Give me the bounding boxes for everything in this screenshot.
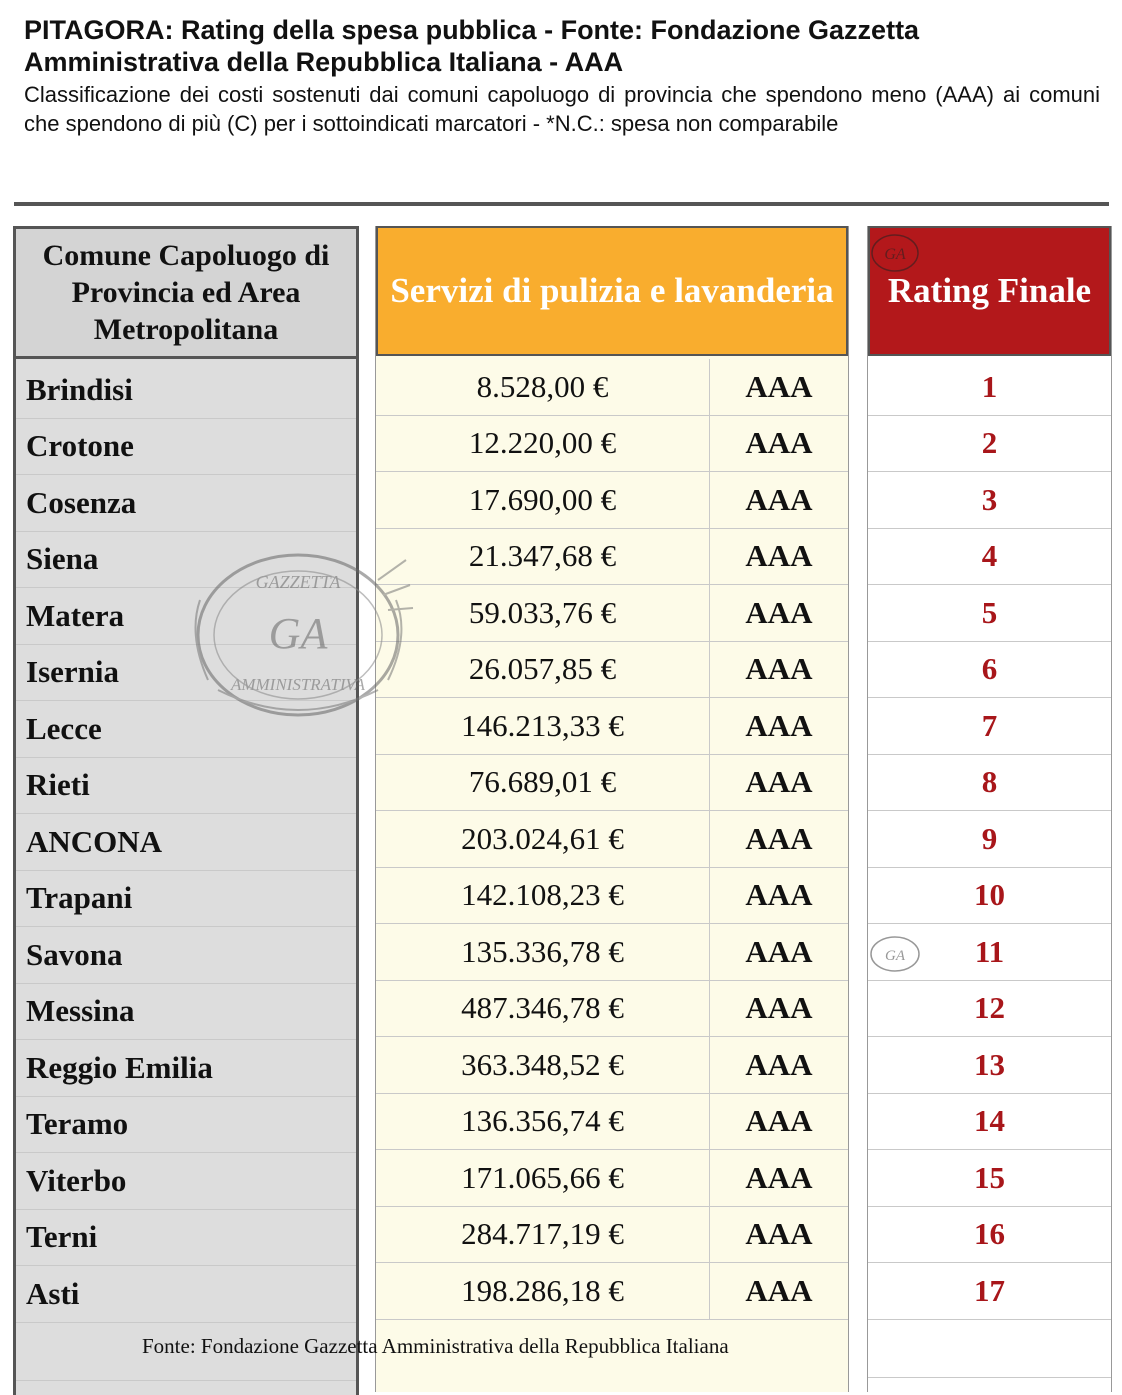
spesa-cell: 284.717,19 € (376, 1207, 710, 1263)
spesa-cell: 8.528,00 € (376, 359, 710, 415)
comune-cell: Rieti (16, 758, 356, 815)
comune-cell: Brindisi (16, 362, 356, 419)
rating-cell: 3 (868, 472, 1111, 529)
comune-cell: Siena (16, 532, 356, 589)
classe-cell: AAA (745, 707, 813, 743)
classe-cell: AAA (745, 538, 813, 574)
servizi-row (376, 811, 848, 868)
servizi-row (376, 924, 848, 981)
comune-cell: Savona (16, 927, 356, 984)
rating-cell: 6 (868, 642, 1111, 699)
classe-cell: AAA (745, 1272, 813, 1308)
servizi-row (376, 755, 848, 812)
spesa-cell: 146.213,33 € (376, 698, 710, 754)
rating-cell: 16 (868, 1207, 1111, 1264)
servizi-row (376, 416, 848, 473)
spesa-cell: 76.689,01 € (376, 755, 710, 811)
comune-column (13, 226, 359, 1395)
spesa-cell: 17.690,00 € (376, 472, 710, 528)
comune-cell: Asti (16, 1266, 356, 1323)
rating-column (867, 226, 1112, 1392)
rating-rows (868, 359, 1111, 1378)
servizi-rows (376, 359, 848, 1378)
classe-cell: AAA (745, 481, 813, 517)
classe-cell: AAA (745, 933, 813, 969)
servizi-row (376, 1094, 848, 1151)
gazzetta-row-stamp (866, 932, 924, 976)
rating-cell: 7 (868, 698, 1111, 755)
servizi-row (376, 359, 848, 416)
svg-text:GA: GA (884, 246, 906, 263)
rating-cell: 2 (868, 416, 1111, 473)
comune-column-header: Comune Capoluogo di Provincia ed Area Metropolitana (16, 229, 356, 359)
svg-text:GA: GA (268, 609, 328, 658)
classe-cell: AAA (745, 820, 813, 856)
spesa-cell: 363.348,52 € (376, 1037, 710, 1093)
source-note: Fonte: Fondazione Gazzetta Amministrativa della Repubblica Italiana (142, 1334, 729, 1358)
rating-cell: 1 (868, 359, 1111, 416)
spesa-cell: 136.356,74 € (376, 1094, 710, 1150)
comune-cell: Reggio Emilia (16, 1040, 356, 1097)
rating-cell: 11 (868, 924, 1111, 981)
rating-cell: 17 (868, 1263, 1111, 1320)
rating-cell: 5 (868, 585, 1111, 642)
classe-cell: AAA (745, 594, 813, 630)
classe-cell: AAA (745, 425, 813, 461)
rating-cell: 8 (868, 755, 1111, 812)
comune-cell: Matera (16, 588, 356, 645)
svg-text:AMMINISTRATIVA: AMMINISTRATIVA (230, 675, 366, 694)
comune-cell: Trapani (16, 871, 356, 928)
classe-cell: AAA (745, 651, 813, 687)
classe-cell: AAA (745, 764, 813, 800)
comune-cell: Isernia (16, 645, 356, 702)
servizi-row (376, 472, 848, 529)
servizi-row (376, 1150, 848, 1207)
rating-cell: 15 (868, 1150, 1111, 1207)
comune-cell: Messina (16, 984, 356, 1041)
servizi-row (376, 868, 848, 925)
classe-cell: AAA (745, 1159, 813, 1195)
comune-cell: ANCONA (16, 814, 356, 871)
servizi-row (376, 981, 848, 1038)
spesa-cell: 26.057,85 € (376, 642, 710, 698)
page-header (24, 14, 1100, 138)
classe-cell: AAA (745, 368, 813, 404)
gazzetta-watermark-stamp (178, 540, 418, 730)
rating-cell: 4 (868, 529, 1111, 586)
rating-cell: 10 (868, 868, 1111, 925)
servizi-row (376, 642, 848, 699)
empty-row (868, 1320, 1111, 1378)
spesa-cell: 142.108,23 € (376, 868, 710, 924)
comune-cell: Lecce (16, 701, 356, 758)
spesa-cell: 487.346,78 € (376, 981, 710, 1037)
spesa-cell: 203.024,61 € (376, 811, 710, 867)
svg-text:GAZZETTA: GAZZETTA (255, 572, 341, 592)
svg-text:GA: GA (885, 948, 905, 964)
servizi-column-header: Servizi di pulizia e lavanderia (376, 226, 848, 356)
spesa-cell: 12.220,00 € (376, 416, 710, 472)
servizi-row (376, 1037, 848, 1094)
comune-rows (16, 362, 356, 1381)
spesa-cell: 171.065,66 € (376, 1150, 710, 1206)
rating-cell: 13 (868, 1037, 1111, 1094)
spesa-cell: 21.347,68 € (376, 529, 710, 585)
servizi-row (376, 1263, 848, 1320)
servizi-row (376, 529, 848, 586)
servizi-row (376, 1207, 848, 1264)
classe-cell: AAA (745, 877, 813, 913)
servizi-row (376, 585, 848, 642)
rating-cell: 9 (868, 811, 1111, 868)
comune-cell: Viterbo (16, 1153, 356, 1210)
servizi-row (376, 698, 848, 755)
gazzetta-header-stamp (868, 230, 922, 276)
classe-cell: AAA (745, 990, 813, 1026)
spesa-cell: 135.336,78 € (376, 924, 710, 980)
classe-cell: AAA (745, 1216, 813, 1252)
rating-cell: 14 (868, 1094, 1111, 1151)
rating-column-header: Rating Finale (868, 226, 1111, 356)
comune-cell: Cosenza (16, 475, 356, 532)
classe-cell: AAA (745, 1046, 813, 1082)
comune-cell: Crotone (16, 419, 356, 476)
rating-cell: 12 (868, 981, 1111, 1038)
page-subtitle: Classificazione dei costi sostenuti dai comuni capoluogo di provincia che spendono meno (AAA) ai comuni che spendono di più (C) per i sottoindicati marcatori - *N.C.: spesa non comparabile (24, 82, 1100, 136)
servizi-column (375, 226, 849, 1392)
comune-cell: Teramo (16, 1097, 356, 1154)
comune-cell: Terni (16, 1210, 356, 1267)
classe-cell: AAA (745, 1103, 813, 1139)
page-title: PITAGORA: Rating della spesa pubblica - Fonte: Fondazione Gazzetta Amministrativa della Repubblica Italiana - AAA (24, 15, 920, 77)
spesa-cell: 198.286,18 € (376, 1263, 710, 1319)
spesa-cell: 59.033,76 € (376, 585, 710, 641)
header-divider (14, 202, 1109, 206)
